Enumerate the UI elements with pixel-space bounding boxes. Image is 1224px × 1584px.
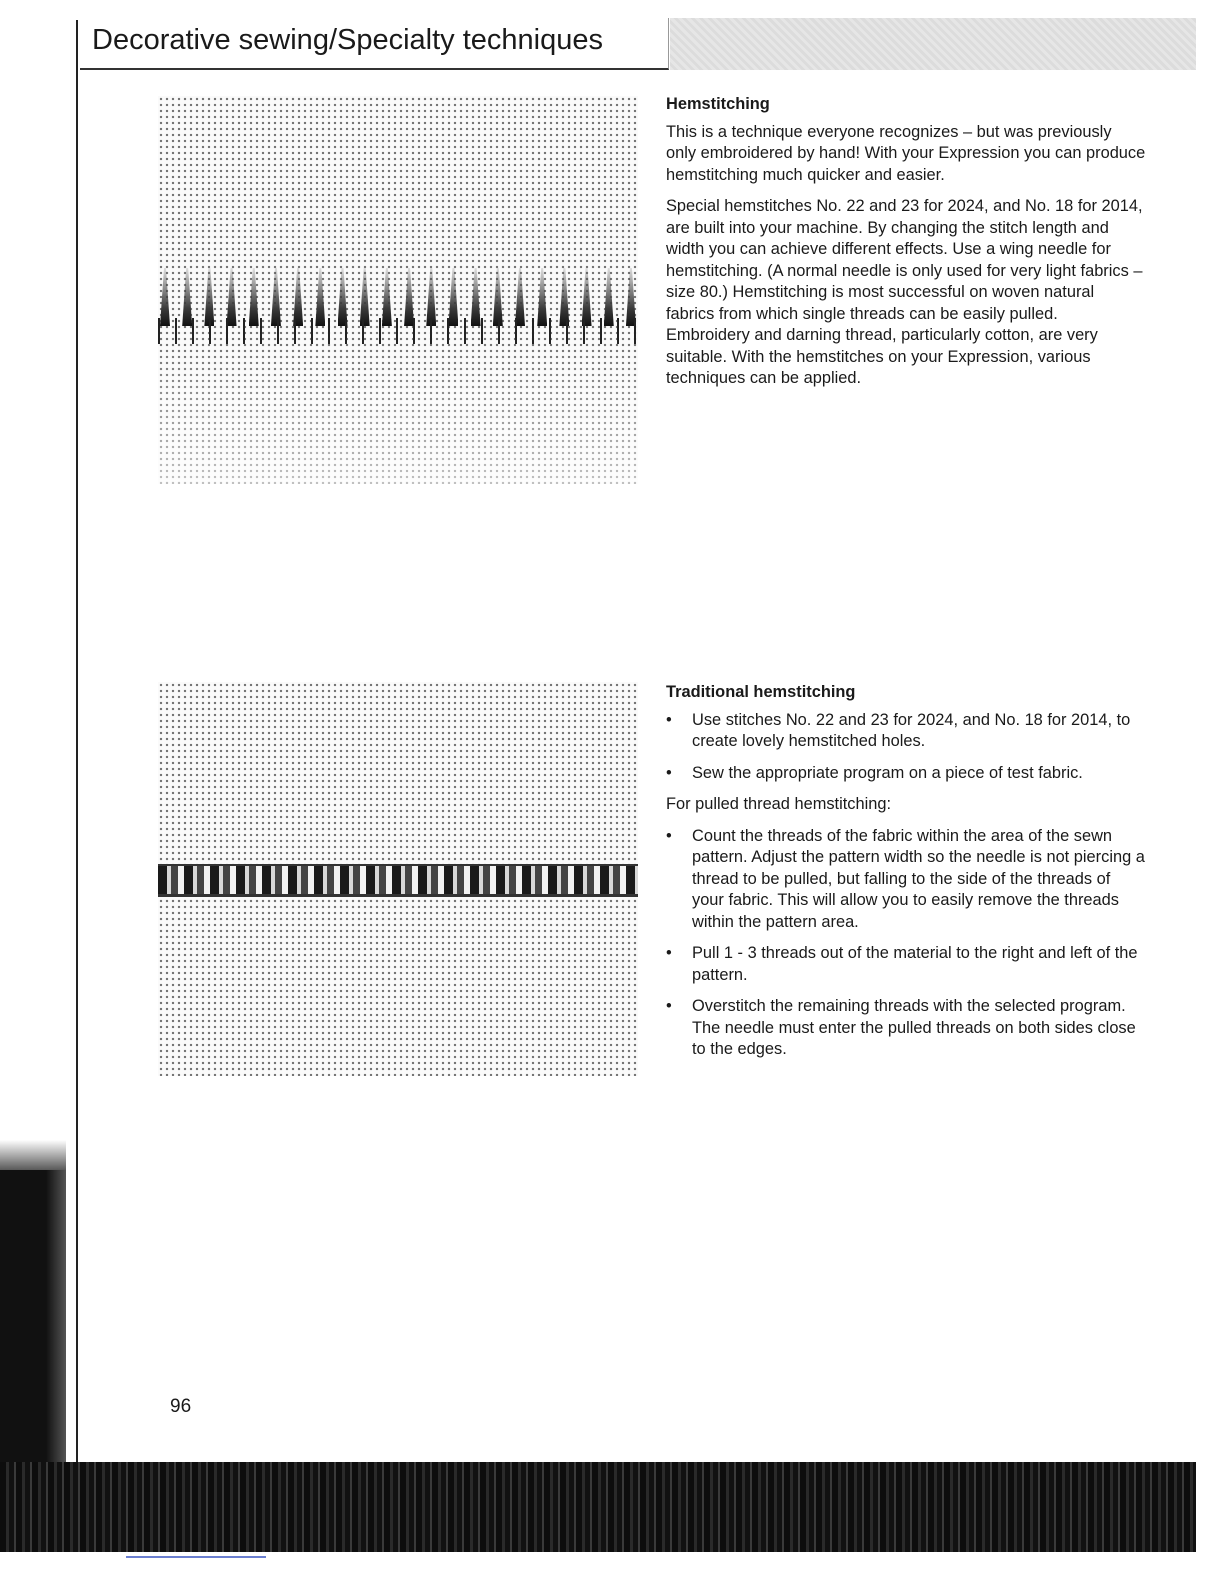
bullet-list: [666, 710, 1146, 785]
header-title-box: [80, 18, 669, 70]
binding-edge-line: [76, 20, 78, 1470]
hemstitched-holes: [158, 866, 638, 894]
bullet-icon: •: [666, 944, 672, 962]
bullet-icon: •: [666, 997, 672, 1015]
bullet-icon: •: [666, 710, 672, 729]
hemstitching-section: [666, 94, 1146, 400]
list-item: [666, 826, 1146, 934]
section-heading: Traditional hemstitching: [666, 683, 856, 701]
list-item-text: Pull 1 - 3 threads out of the material to the right and left of the pattern.: [692, 944, 1138, 984]
paragraph: This is a technique everyone recognizes – but was previously only embroidered by hand! With your Expression you can produce hemstitching much quicker and easier.: [666, 122, 1146, 184]
page-number: 96: [170, 1396, 192, 1417]
paragraph: For pulled thread hemstitching:: [666, 795, 892, 813]
list-item-text: Sew the appropriate program on a piece of test fabric.: [692, 763, 1083, 782]
traditional-hemstitching-photo: [158, 682, 638, 1076]
traditional-hemstitching-section: [666, 682, 1146, 1071]
bullet-icon: •: [666, 763, 672, 782]
stitch-line-bottom: [158, 894, 638, 897]
page-header: [80, 18, 1196, 72]
list-item: [666, 710, 1146, 753]
photo-fade: [158, 346, 638, 484]
list-item-text: Count the threads of the fabric within the area of the sewn pattern. Adjust the pattern width so the needle is not piercing a thread to be pulled, but falling to the side of the threads of your fabric. This will allow you to easily remove the threads within the pattern area.: [692, 826, 1145, 931]
page-title: Decorative sewing/Specialty techniques: [92, 24, 603, 56]
scan-bottom-band: [0, 1462, 1196, 1552]
scan-shadow-left: [0, 1170, 66, 1470]
bullet-icon: •: [666, 826, 672, 845]
hemstitching-photo: [158, 96, 638, 484]
section-heading: Hemstitching: [666, 95, 770, 113]
header-band: [670, 18, 1196, 70]
list-item: [666, 763, 1146, 785]
list-item: [666, 943, 1146, 986]
paragraph: Special hemstitches No. 22 and 23 for 2024, and No. 18 for 2014, are built into your machine. By changing the stitch length and width you can achieve different effects. Use a wing needle for hemstitching. (A normal needle is only used for very light fabrics – size 80.) Hemstitching is most successful on woven natural fabrics from which single threads can be easily pulled. Embroidery and darning thread, particularly cotton, are very suitable. With the hemstitches on your Expression, various techniques can be applied.: [666, 197, 1143, 387]
list-item-text: Overstitch the remaining threads with the selected program. The needle must enter the pulled threads on both sides close to the edges.: [692, 997, 1136, 1058]
scan-bottom-line: [126, 1556, 266, 1558]
list-item-text: Use stitches No. 22 and 23 for 2024, and No. 18 for 2014, to create lovely hemstitched holes.: [692, 710, 1131, 750]
list-item: [666, 996, 1146, 1061]
bullet-list: [666, 826, 1146, 1061]
pulled-threads: [158, 318, 638, 344]
